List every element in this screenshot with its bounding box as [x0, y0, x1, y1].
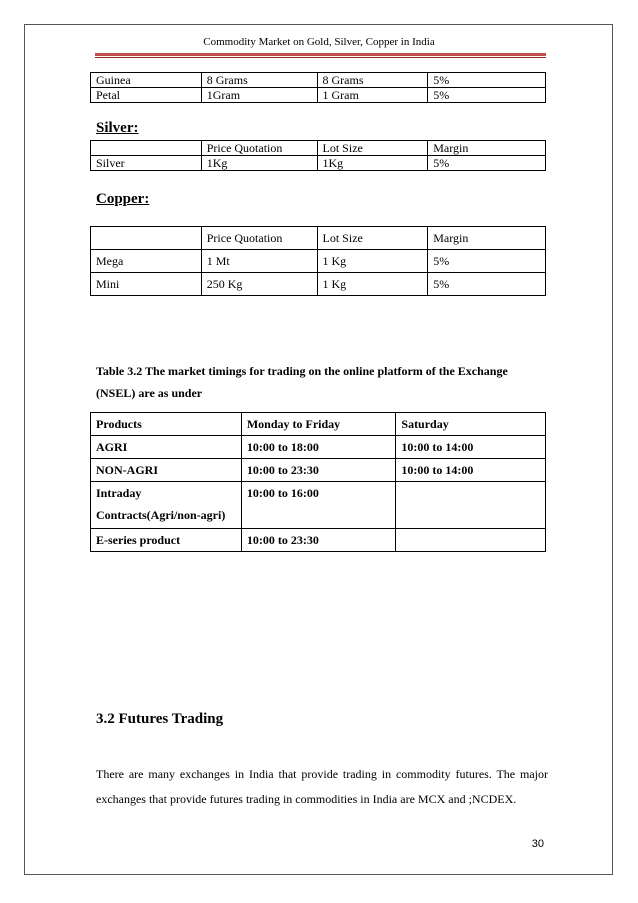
table-row	[91, 88, 546, 103]
table-cell: 5%	[428, 250, 546, 273]
table-cell: 8 Grams	[201, 73, 317, 88]
table-cell: 5%	[428, 273, 546, 296]
table-cell: 10:00 to 23:30	[241, 529, 396, 552]
table-caption: Table 3.2 The market timings for trading on the online platform of the Exchange (NSEL) are as under	[96, 364, 508, 400]
market-timings-table	[90, 412, 546, 552]
running-header: Commodity Market on Gold, Silver, Copper in India	[203, 36, 435, 48]
table-cell: 250 Kg	[201, 273, 317, 296]
table-cell: 5%	[428, 73, 546, 88]
table-row	[91, 156, 546, 171]
table-header-cell: Saturday	[396, 413, 546, 436]
header-rule	[95, 53, 546, 56]
table-header-cell: Monday to Friday	[241, 413, 396, 436]
table-header-cell	[91, 227, 202, 250]
table-header-cell: Products	[91, 413, 242, 436]
table-cell: Mini	[91, 273, 202, 296]
table-cell: 1Kg	[201, 156, 317, 171]
table-row	[91, 273, 546, 296]
table-header-cell: Lot Size	[317, 141, 428, 156]
table-cell: 10:00 to 23:30	[241, 459, 396, 482]
table-header-cell: Price Quotation	[201, 227, 317, 250]
table-cell: 1Gram	[201, 88, 317, 103]
table-cell: 5%	[428, 88, 546, 103]
table-row	[91, 250, 546, 273]
table-cell: NON-AGRI	[91, 459, 242, 482]
table-row	[91, 482, 546, 529]
table-cell: E-series product	[91, 529, 242, 552]
table-header-row	[91, 413, 546, 436]
page-number: 30	[531, 838, 544, 850]
table-row	[91, 73, 546, 88]
table-cell: 1 Kg	[317, 250, 428, 273]
silver-heading: Silver:	[96, 120, 139, 136]
section-title: 3.2 Futures Trading	[96, 711, 224, 727]
table-cell: 8 Grams	[317, 73, 428, 88]
table-header-cell: Margin	[428, 141, 546, 156]
gold-table	[90, 72, 546, 103]
table-cell: 10:00 to 18:00	[241, 436, 396, 459]
table-cell	[396, 482, 546, 529]
header-rule-thin	[95, 57, 546, 58]
table-cell: Intraday Contracts(Agri/non-agri)	[91, 482, 242, 529]
table-cell: AGRI	[91, 436, 242, 459]
table-header-row	[91, 141, 546, 156]
table-row	[91, 436, 546, 459]
table-row	[91, 459, 546, 482]
table-cell: 5%	[428, 156, 546, 171]
table-header-row	[91, 227, 546, 250]
silver-table	[90, 140, 546, 171]
table-header-cell: Lot Size	[317, 227, 428, 250]
table-cell: 1Kg	[317, 156, 428, 171]
table-cell: 10:00 to 14:00	[396, 459, 546, 482]
table-cell: 10:00 to 16:00	[241, 482, 396, 529]
body-paragraph: There are many exchanges in India that provide trading in commodity futures. The major exchanges that provide futures trading in commodities in India are MCX and ;NCDEX.	[96, 767, 548, 806]
table-cell: 1 Gram	[317, 88, 428, 103]
table-cell: Petal	[91, 88, 202, 103]
table-cell	[396, 529, 546, 552]
table-header-cell: Margin	[428, 227, 546, 250]
table-header-cell	[91, 141, 202, 156]
copper-table	[90, 226, 546, 296]
table-cell: Silver	[91, 156, 202, 171]
table-row	[91, 529, 546, 552]
table-header-cell: Price Quotation	[201, 141, 317, 156]
copper-heading: Copper:	[96, 191, 150, 207]
table-cell: 1 Mt	[201, 250, 317, 273]
table-cell: 10:00 to 14:00	[396, 436, 546, 459]
table-cell: 1 Kg	[317, 273, 428, 296]
table-cell: Guinea	[91, 73, 202, 88]
table-cell: Mega	[91, 250, 202, 273]
